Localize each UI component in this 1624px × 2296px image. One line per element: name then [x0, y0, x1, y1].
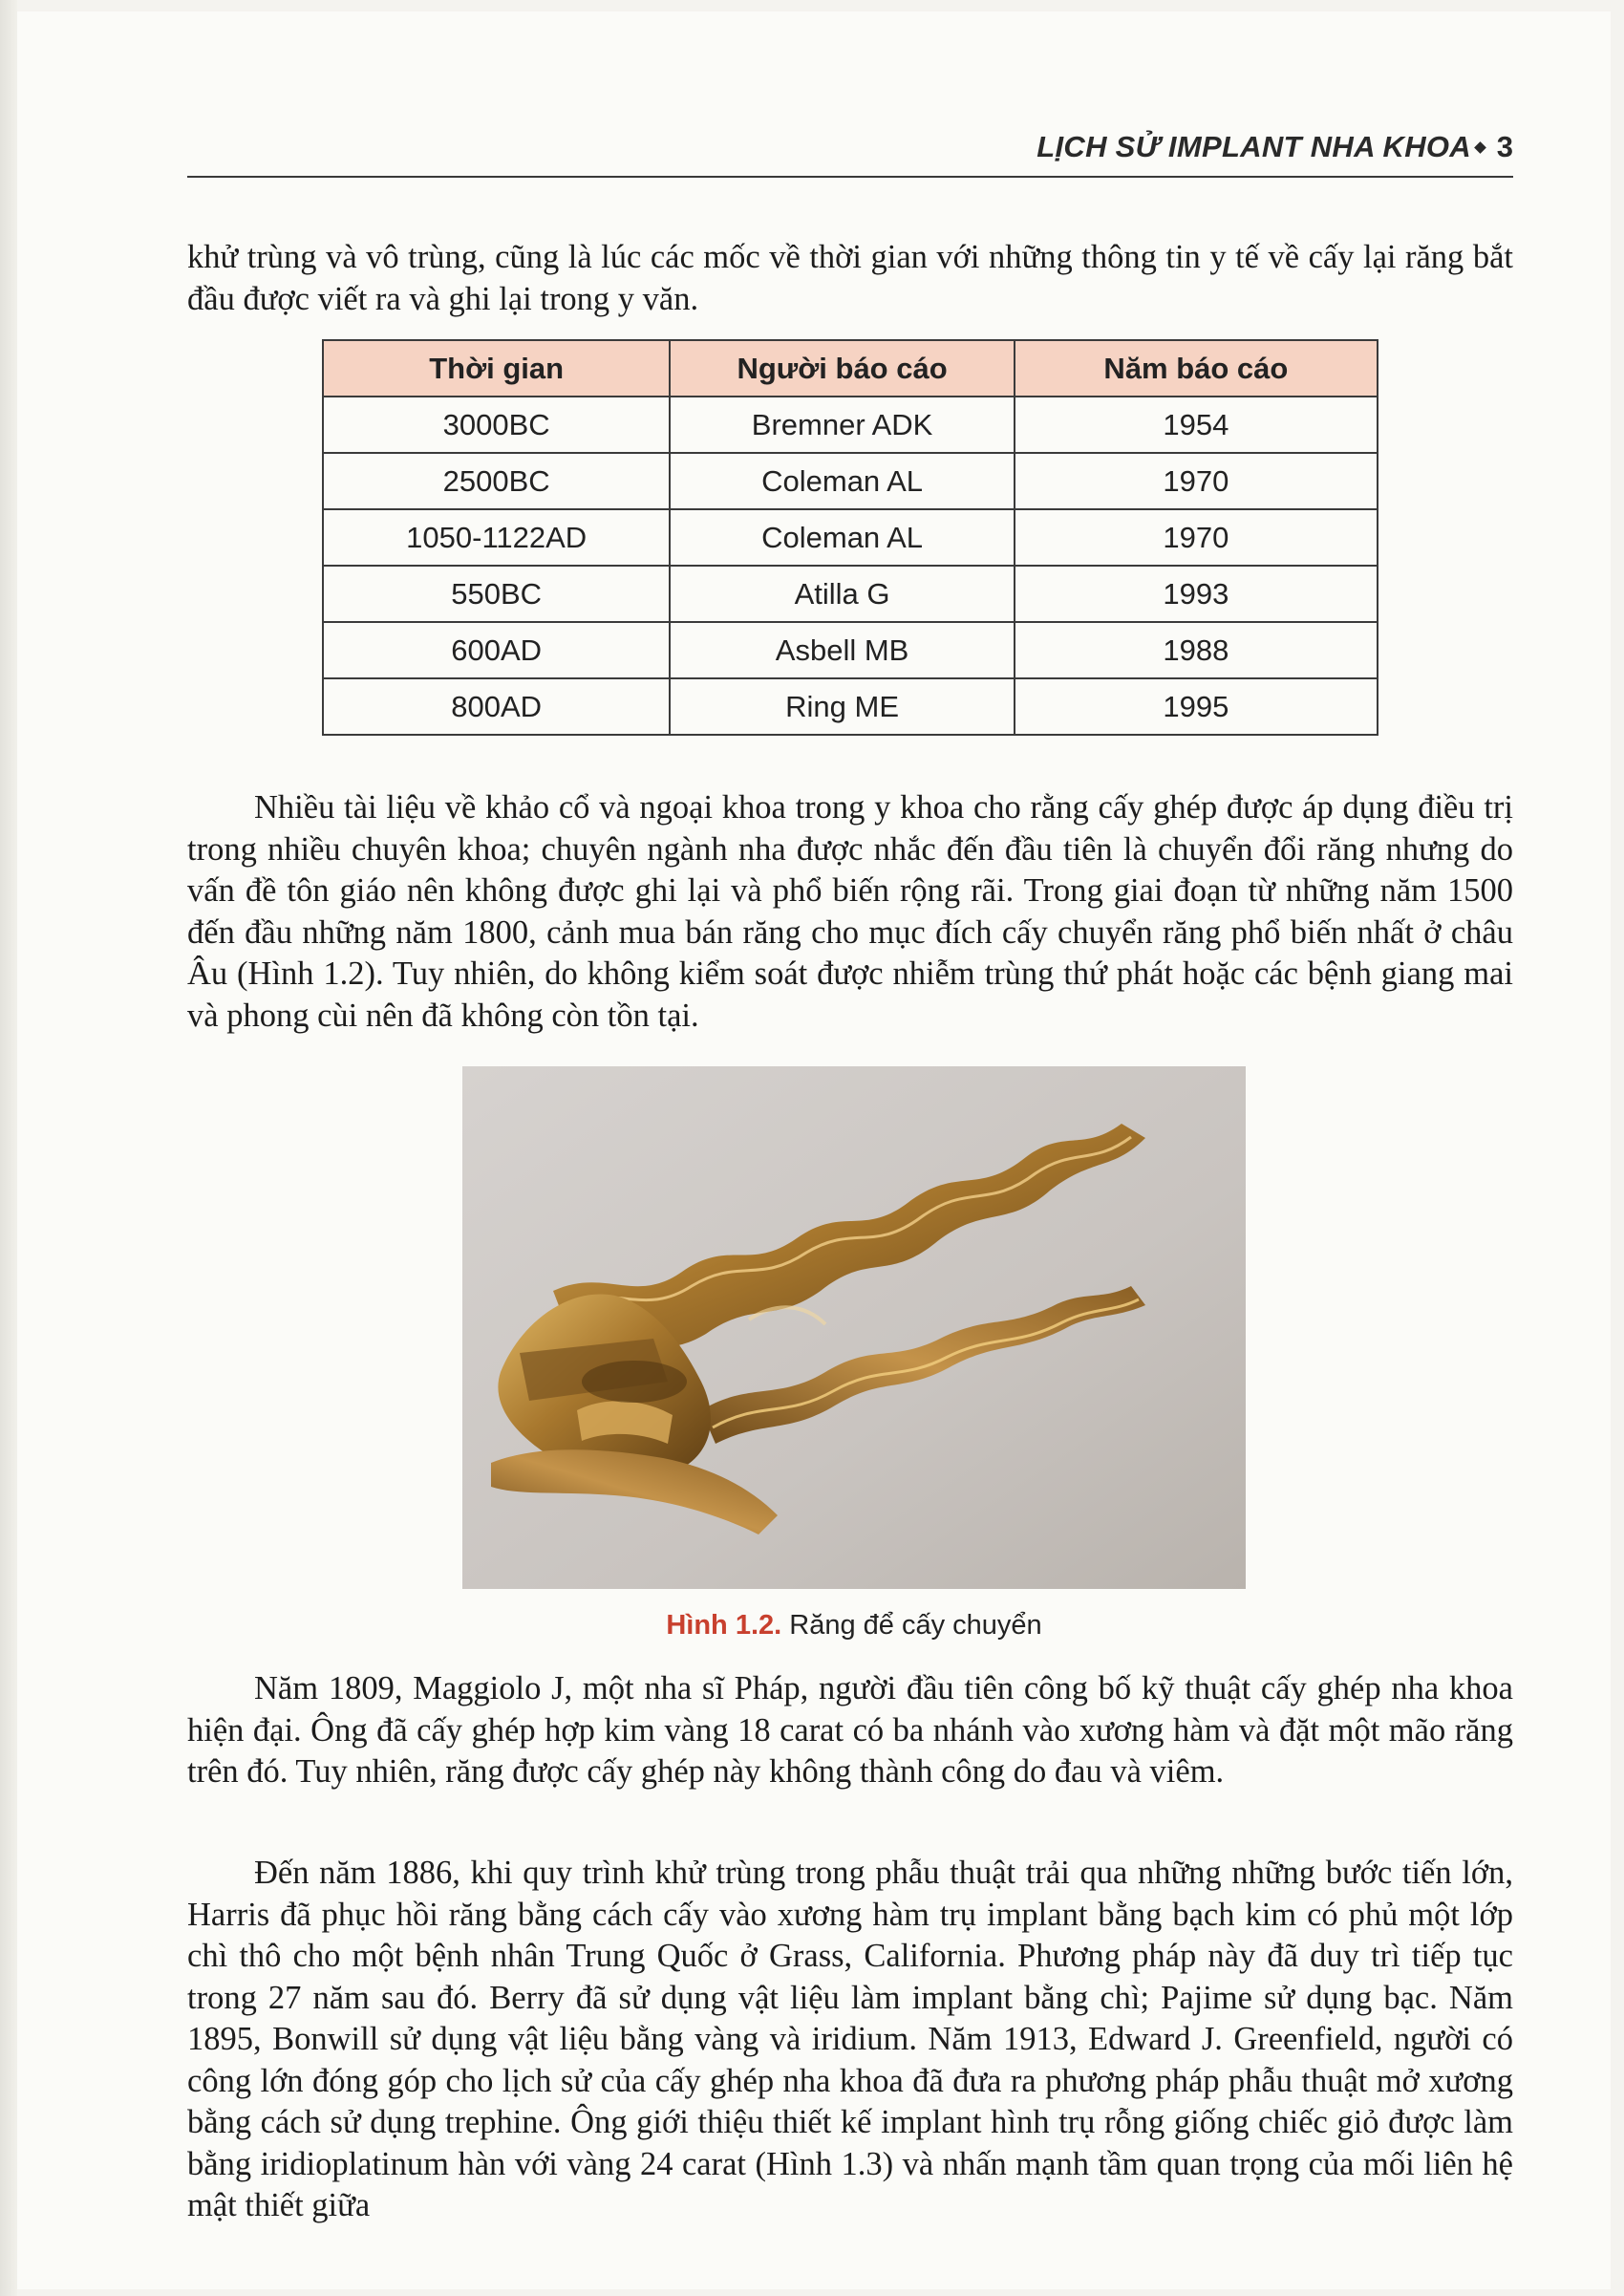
history-table	[322, 339, 1378, 736]
paragraph-harris-greenfield: Đến năm 1886, khi quy trình khử trùng trong phẫu thuật trải qua những những bước tiến lớn, Harris đã phục hồi răng bằng cách cấy vào xương hàm trụ implant bằng bạch kim có phủ một lớp chì thô cho một bệnh nhân Trung Quốc ở Grass, California. Phương pháp này đã duy trì tiếp tục trong 27 năm sau đó. Berry đã sử dụng vật liệu làm implant bằng chì; Pajime sử dụng bạc. Năm 1895, Bonwill sử dụng vật liệu bằng vàng và iridium. Năm 1913, Edward J. Greenfield, người có công lớn đóng góp cho lịch sử của cấy ghép nha khoa đã đưa ra phương pháp phẫu thuật mở xương bằng cách sử dụng trephine. Ông giới thiệu thiết kế implant hình trụ rỗng giống chiếc giỏ được làm bằng iridioplatinum hàn với vàng 24 carat (Hình 1.3) và nhấn mạnh tầm quan trọng của mối liên hệ mật thiết giữa	[187, 1855, 1513, 2223]
cell-reporter: Ring ME	[670, 678, 1014, 735]
cell-reporter: Coleman AL	[670, 509, 1014, 566]
cell-time: 800AD	[323, 678, 670, 735]
cell-time: 550BC	[323, 566, 670, 622]
page-number: 3	[1496, 130, 1513, 163]
table-row	[323, 509, 1378, 566]
table-row	[323, 678, 1378, 735]
figure-caption-text: Răng để cấy chuyển	[789, 1610, 1042, 1641]
diamond-bullet-icon	[1474, 141, 1486, 154]
cell-reporter: Coleman AL	[670, 453, 1014, 509]
figure-caption-label: Hình 1.2.	[666, 1610, 782, 1641]
column-header-time: Thời gian	[323, 340, 670, 397]
table-row	[323, 453, 1378, 509]
table-header-row	[323, 340, 1378, 397]
cell-year: 1988	[1015, 622, 1378, 678]
table-row	[323, 566, 1378, 622]
cell-time: 2500BC	[323, 453, 670, 509]
cell-reporter: Asbell MB	[670, 622, 1014, 678]
table-row	[323, 397, 1378, 453]
cell-time: 3000BC	[323, 397, 670, 453]
paragraph-maggiolo: Năm 1809, Maggiolo J, một nha sĩ Pháp, người đầu tiên công bố kỹ thuật cấy ghép nha khoa hiện đại. Ông đã cấy ghép hợp kim vàng 18 carat có ba nhánh vào xương hàm và đặt một mão răng trên đó. Tuy nhiên, răng được cấy ghép này không thành công do đau và viêm.	[187, 1670, 1513, 1790]
figure-transplant-teeth-photo	[462, 1066, 1246, 1589]
column-header-year: Năm báo cáo	[1015, 340, 1378, 397]
cell-time: 1050-1122AD	[323, 509, 670, 566]
cell-reporter: Atilla G	[670, 566, 1014, 622]
scan-edge	[0, 0, 17, 2296]
column-header-reporter: Người báo cáo	[670, 340, 1014, 397]
cell-year: 1954	[1015, 397, 1378, 453]
running-header-title: LỊCH SỬ IMPLANT NHA KHOA	[1036, 130, 1471, 163]
intro-paragraph: khử trùng và vô trùng, cũng là lúc các mốc về thời gian với những thông tin y tế về cấy lại răng bắt đầu được viết ra và ghi lại trong y văn.	[187, 239, 1513, 317]
cell-year: 1995	[1015, 678, 1378, 735]
paragraph-archaeology: Nhiều tài liệu về khảo cổ và ngoại khoa trong y khoa cho rằng cấy ghép được áp dụng điều trị trong nhiều chuyên khoa; chuyên ngành nha được nhắc đến đầu tiên là chuyển đổi răng nhưng do vấn đề tôn giáo nên không được ghi lại và phổ biến rộng rãi. Trong giai đoạn từ những năm 1500 đến đầu những năm 1800, cảnh mua bán răng cho mục đích cấy chuyển răng phổ biến nhất ở châu Âu (Hình 1.2). Tuy nhiên, do không kiểm soát được nhiễm trùng thứ phát hoặc các bệnh giang mai và phong cùi nên đã không còn tồn tại.	[187, 789, 1513, 1034]
figure-caption	[462, 1610, 1246, 1642]
cell-year: 1970	[1015, 509, 1378, 566]
cell-reporter: Bremner ADK	[670, 397, 1014, 453]
running-header	[187, 128, 1513, 178]
cell-year: 1993	[1015, 566, 1378, 622]
cell-time: 600AD	[323, 622, 670, 678]
cell-year: 1970	[1015, 453, 1378, 509]
table-row	[323, 622, 1378, 678]
